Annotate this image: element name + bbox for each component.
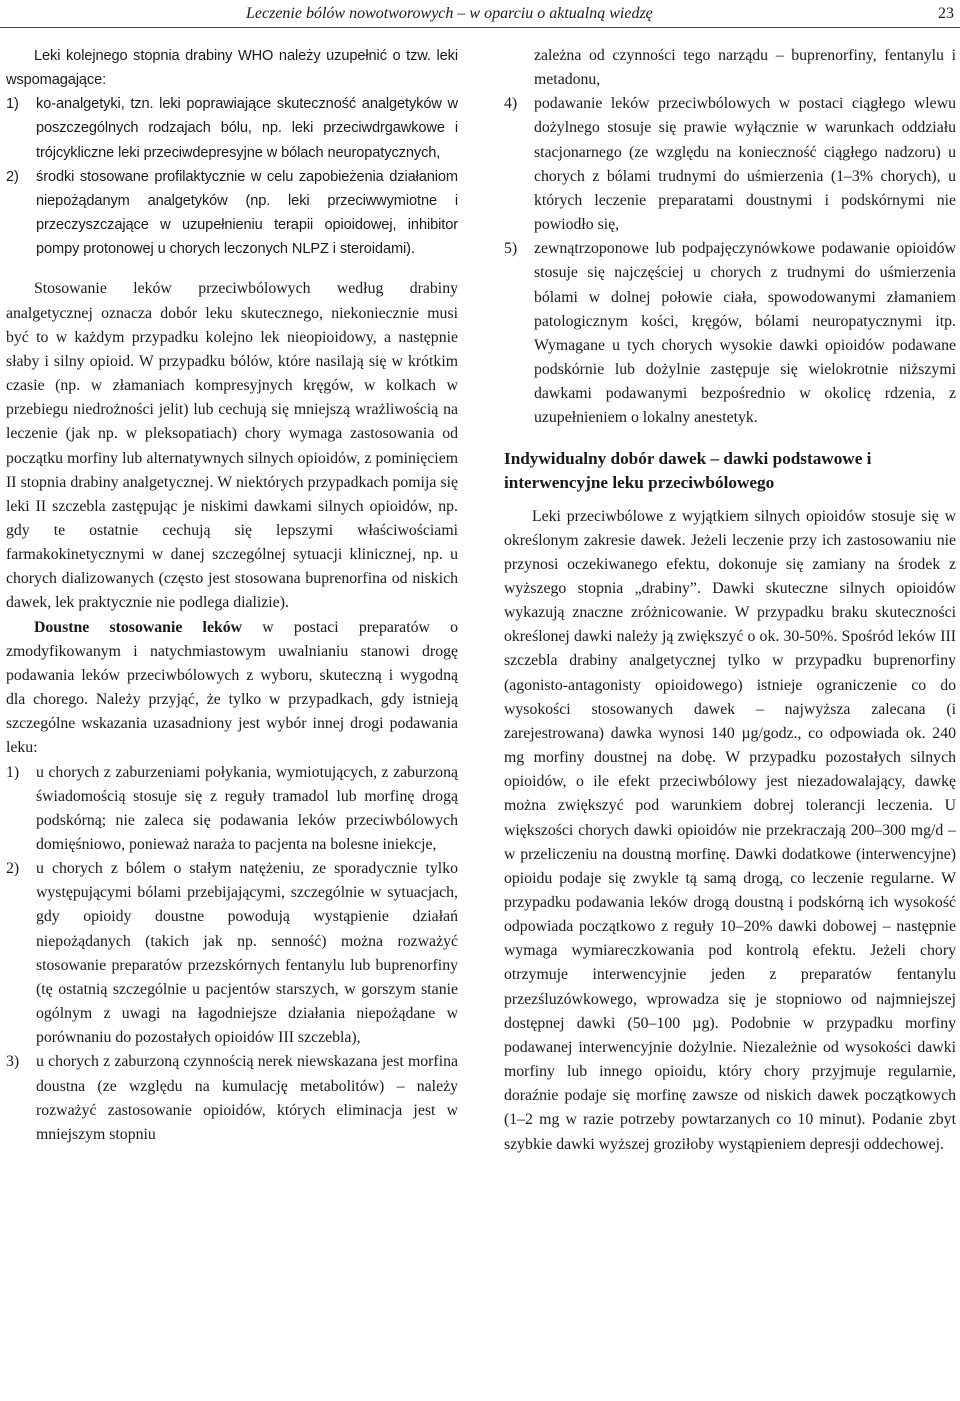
list-number: 2) <box>6 168 19 185</box>
paragraph <box>6 616 458 761</box>
paragraph: Leki przeciwbólowe z wyjątkiem silnych opioidów stosuje się w określonym zakresie dawek. Jeżeli leczenie przy ich zastosowaniu nie przynosi oczekiwanego efektu, dokonuje się zamiany na środek z wyższego stopnia „drabiny”. Dawki skuteczne silnych opioidów wykazują znaczne zróżnicowanie. W przypadku braku skuteczności określonej dawki należy ją zwiększyć o ok. 30-50%. Spośród leków III szczebla drabiny analgetycznej tylko w przypadku buprenorfiny (agonisto-antagonisty opioidowego) istnieje ograniczenie co do wysokości stosowanych dawek – najwyższa zalecana (i zarejestrowana) dawka wynosi 140 µg/godz., co odpowiada ok. 240 mg morfiny doustnej na dobę. W przypadku pozostałych silnych opioidów, o ile efekt przeciwbólowy jest niezadowalający, dawkę można zwiększyć pod warunkiem dobrej tolerancji leczenia. U większości chorych dawki opioidów nie przekraczają 200–300 mg/d – w przeliczeniu na doustną morfinę. Dawki dodatkowe (interwencyjne) opioidu podaje się zwykle tą samą drogą, co leczenie regularne. W przypadku podawania leków drogą doustną i podskórną ich wysokość odpowiada początkowo z reguły 10–20% dawki dobowej – następnie wymaga wymiareczkowania pod kontrolą efektu. Jeżeli chory otrzymuje interwencyjnie jeden z preparatów fentanylu przezśluzówkowego, wprowadza się je stopniowo od najmniejszej dostępnej dawki (50–100 µg). Podobnie w przypadku morfiny podawanej interwencyjnie dożylnie. Niezależnie od wysokości dawki morfiny lub innego opioidu, który chory przyjmuje regularnie, doraźnie podaje się morfinę zawsze od niskich dawek początkowych (1–2 mg w razie potrzeby powtarzanych co 10 minut). Podanie zbyt szybkie dawki wyższej groziłoby wystąpieniem depresji oddechowej. <box>504 507 956 1153</box>
list-item <box>6 857 458 1050</box>
list-number: 1) <box>6 763 20 781</box>
list-number: 1) <box>6 96 19 113</box>
list-item <box>6 165 458 262</box>
list-number: 3) <box>6 1053 20 1071</box>
list-text: środki stosowane profilaktycznie w celu zapobieżenia działaniom niepożądanym analgetyków (np. leki przeciwwymiotne i przeczyszczające w uzupełnieniu terapii opioidowej, inhibitor pompy protonowej u chorych leczonych NLPZ i steroidami). <box>36 168 458 258</box>
list-number: 2) <box>6 860 20 878</box>
spacer <box>504 495 956 505</box>
left-column <box>6 44 458 1147</box>
running-header <box>0 0 960 28</box>
list-item <box>6 1050 458 1147</box>
list-text: ko-analgetyki, tzn. leki poprawiające skuteczność analgetyków w poszczególnych rodzajach bólu, np. leki przeciwdrgawkowe i trójcykliczne leki przeciwdepresyjne w bólach neuropatycznych, <box>36 96 458 161</box>
paragraph: Stosowanie leków przeciwbólowych według drabiny analgetycznej oznacza dobór leku skutecznego, niekoniecznie musi być to w każdym przypadku kolejno lek nieopioidowy, a następnie słaby i silny opioid. W przypadku bólów, które nasilają się w krótkim czasie (np. w złamaniach kompresyjnych kręgów, w kolkach w przebiegu niedrożności jelit) lub cechują się mniejszą wrażliwością na leczenie (jak np. w pleksopatiach) chory wymaga zastosowania od początku morfiny lub alternatywnych silnych opioidów, z pominięciem II stopnia drabiny analgetycznej. W niektórych przypadkach pomija się leki II szczebla zastępując je niskimi dawkami silnych opioidów, np. gdy te ostatnie cechują się lepszymi właściwościami farmakokinetycznymi w danej szczególnej sytuacji klinicznej, np. u chorych dializowanych (często jest stosowana buprenorfina od niskich dawek, lek praktycznie nie podlega dializie). <box>6 280 458 612</box>
list-continuation <box>504 44 956 92</box>
adjuvants-intro: Leki kolejnego stopnia drabiny WHO należy uzupełnić o tzw. leki wspomagające: <box>6 48 458 89</box>
list-item <box>6 761 458 858</box>
spacer <box>504 431 956 447</box>
spacer <box>6 261 458 277</box>
list-text: u chorych z zaburzoną czynnością nerek niewskazana jest morfina doustna (ze względu na kumulację metabolitów) – należy rozważyć zastosowanie opioidów, których eliminacja jest w mniejszym stopniu <box>36 1053 458 1143</box>
list-text: podawanie leków przeciwbólowych w postaci ciągłego wlewu dożylnego stosuje się prawie wyłącznie w warunkach oddziału stacjonarnego (ze względu na konieczność ciągłego nadzoru) u chorych z bólami trudnymi do uśmierzenia (1–3% chorych), u których leczenie preparatami doustnymi i podskórnymi nie powiodło się, <box>534 95 956 234</box>
list-text: u chorych z zaburzeniami połykania, wymiotujących, z zaburzoną świadomością stosuje się z reguły tramadol lub morfinę drogą podskórną; nie zaleca się podawania leków przeciwbólowych domięśniowo, ponieważ naraża to pacjenta na bolesne iniekcje, <box>36 763 458 853</box>
running-title: Leczenie bólów nowotworowych – w oparciu o aktualną wiedzę <box>246 5 653 22</box>
list-text: zależna od czynności tego narządu – buprenorfiny, fentanylu i metadonu, <box>534 47 956 89</box>
bold-lead: Doustne stosowanie leków <box>34 618 243 636</box>
paragraph-text: w postaci preparatów o zmodyfikowanym i natychmiastowym uwalnianiu stanowi drogę podawania leków przeciwbólowych z wyboru, skuteczną i wygodną dla chorego. Należy przyjąć, że tylko w przypadkach, gdy istnieją szczególne wskazania uzasadniony jest wybór innej drogi podawania leku: <box>6 618 458 757</box>
header-rule <box>0 27 960 28</box>
list-number: 5) <box>504 240 518 258</box>
list-text: u chorych z bólem o stałym natężeniu, ze sporadycznie tylko występującymi bólami przebijającymi, szczególnie w sytuacjach, gdy opioidy doustne powodują wystąpienie działań niepożądanych (takich jak np. senność) można rozważyć stosowanie preparatów przezskórnych fentanylu lub buprenorfiny (tę ostatnią szczególnie u pacjentów starszych, w gorszym stanie ogólnym z uwagi na łagodniejsze działania niepożądane w porównaniu do pozostałych opioidów III szczebla), <box>36 860 458 1047</box>
right-column <box>504 44 956 1157</box>
list-item <box>504 92 956 237</box>
list-item <box>6 92 458 164</box>
page-number: 23 <box>938 5 954 22</box>
section-heading: Indywidualny dobór dawek – dawki podstawowe i interwencyjne leku przeciwbólowego <box>504 448 872 492</box>
list-item <box>504 237 956 430</box>
list-number: 4) <box>504 95 518 113</box>
list-text: zewnątrzoponowe lub podpajęczynówkowe podawanie opioidów stosuje się najczęściej u chorych z trudnymi do uśmierzenia bólami w dolnej połowie ciała, spowodowanymi złamaniem patologicznym kości, kręgów, bólami neuropatycznymi itp. Wymagane u tych chorych wysokie dawki opioidów podawane podskórnie lub dożylnie zastępuje się wielokrotnie niższymi dawkami podawanymi bezpośrednio w okolicę rdzenia, z uzupełnieniem o lokalny anestetyk. <box>534 240 956 427</box>
